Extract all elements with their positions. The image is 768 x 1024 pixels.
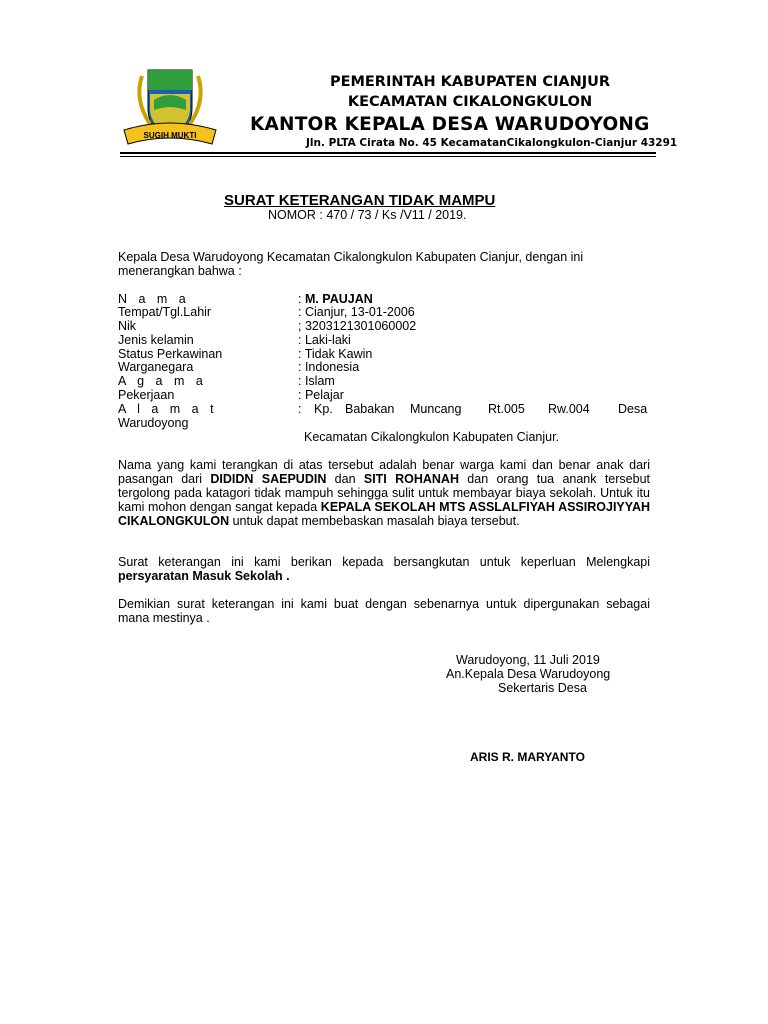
logo-ribbon-text: SUGIH MUKTI (143, 131, 197, 140)
recipient-school: KEPALA SEKOLAH MTS ASSLALFIYAH ASSIROJIYYAH CIKALONGKULON (118, 500, 650, 528)
field-label: Pekerjaan (118, 388, 175, 402)
letterhead-line2: KECAMATAN CIKALONGKULON (347, 94, 593, 110)
field-value: : Pelajar (298, 388, 344, 402)
field-label: Warganegara (118, 360, 194, 374)
letterhead-line1: PEMERINTAH KABUPATEN CIANJUR (329, 74, 611, 90)
letterhead-address: Jln. PLTA Cirata No. 45 KecamatanCikalongkulon-Cianjur 43291 (306, 137, 678, 149)
intro-paragraph (118, 250, 650, 278)
signature-place-date: Warudoyong, 11 Juli 2019 (456, 653, 600, 667)
field-value: : Cianjur, 13-01-2006 (298, 305, 415, 319)
body-paragraph-1: Nama yang kami terangkan di atas tersebut adalah benar warga kami dan benar anak dari pasangan dari DIDIDN SAEPUDIN dan SITI ROHANAH dan orang tua anank tersebut tergolong pada katagori tidak mampuh sehingga sulit untuk membayar biaya sekolah. Untuk itu kami mohon dengan sangat kepada KEPALA SEKOLAH MTS ASSLALFIYAH ASSIROJIYYAH CIKALONGKULON untuk dapat membebaskan masalah biaya tersebut. (118, 458, 650, 528)
letterhead-rule-thin (120, 156, 656, 157)
address-line-2: Kecamatan Cikalongkulon Kabupaten Cianjur. (304, 430, 560, 444)
intro-line-2: menerangkan bahwa : (118, 264, 242, 278)
field-label: N a m a (118, 292, 190, 306)
field-value: : Islam (298, 374, 335, 388)
letterhead-office: KANTOR KEPALA DESA WARUDOYONG (250, 114, 650, 135)
signature-position: Sekertaris Desa (498, 681, 587, 695)
regency-emblem-logo (120, 64, 220, 150)
field-value: : Tidak Kawin (298, 347, 373, 361)
address-wrap: Warudoyong (118, 416, 189, 430)
purpose-text: persyaratan Masuk Sekolah . (118, 569, 290, 583)
signatory-name: ARIS R. MARYANTO (470, 750, 585, 764)
field-label: A g a m a (118, 374, 207, 388)
body-paragraph-3: Demikian surat keterangan ini kami buat dengan sebenarnya untuk dipergunakan sebagai mana mestinya . (118, 597, 650, 625)
letter-title: SURAT KETERANGAN TIDAK MAMPU (224, 192, 496, 209)
letterhead-rule-thick (120, 152, 656, 154)
body-paragraph-2: Surat keterangan ini kami berikan kepada bersangkutan untuk keperluan Melengkapi persyaratan Masuk Sekolah . (118, 555, 650, 583)
letter-page: SUGIH MUKTI PEMERINTAH KABUPATEN CIANJUR KECAMATAN CIKALONGKULON KANTOR KEPALA DESA WARUDOYONG Jln. PLTA Cirata No. 45 KecamatanCikalongkulon-Cianjur 43291 SURAT KETERANGAN TIDAK MAMPU NOMOR : 470 / 73 / Ks /V11 / 2019. Kepala Desa Warudoyong Kecamatan Cikalongkulon Kabupaten Cianjur, dengan ini menerangkan bahwa : N a m a : M. PAUJAN Tempat/Tgl.Lahir : Cianjur, 13-01-2006 Nik ; 3203121301060002 Jenis kelamin : Laki-laki Status Perkawinan : Tidak Kawin Warganegara : Indonesia A g a m a : Islam Pekerjaan : Pelajar A l a m a t : Kp. Babakan Muncang Rt.005 Rw.004 Desa Warudoyong Kecamatan Cikalongkulon Kabupaten Cianjur. Nama yang kami terangkan di atas tersebut adalah benar warga kami dan benar anak dari pasangan dari DIDIDN SAEPUDIN dan SITI ROHANAH dan orang tua anank tersebut tergolong pada katagori tidak mampuh sehingga sulit untuk membayar biaya sekolah. Untuk itu kami mohon dengan sangat kepada KEPALA SEKOLAH MTS ASSLALFIYAH ASSIROJIYYAH CIKALONGKULON untuk dapat membebaskan masalah biaya tersebut. Surat keterangan ini kami berikan kepada bersangkutan untuk keperluan Melengkapi persyaratan Masuk Sekolah . Demikian surat keterangan ini kami buat dengan sebenarnya untuk dipergunakan sebagai mana mestinya . Warudoyong, 11 Juli 2019 An.Kepala Desa Warudoyong Sekertaris Desa ARIS R. MARYANTO (0, 0, 768, 1024)
mother-name: SITI ROHANAH (363, 472, 459, 486)
field-value: : M. PAUJAN (298, 292, 373, 306)
letter-number: NOMOR : 470 / 73 / Ks /V11 / 2019. (268, 208, 467, 222)
signature-on-behalf: An.Kepala Desa Warudoyong (446, 667, 611, 681)
father-name: DIDIDN SAEPUDIN (210, 472, 327, 486)
field-label: Tempat/Tgl.Lahir (118, 305, 212, 319)
field-value: ; 3203121301060002 (298, 319, 417, 333)
field-label: Nik (118, 319, 137, 333)
field-value: : Laki-laki (298, 333, 351, 347)
field-label: Jenis kelamin (118, 333, 194, 347)
field-label: A l a m a t (118, 402, 218, 416)
field-label: Status Perkawinan (118, 347, 223, 361)
field-value: : Indonesia (298, 360, 360, 374)
intro-line-1: Kepala Desa Warudoyong Kecamatan Cikalongkulon Kabupaten Cianjur, dengan ini (118, 250, 584, 264)
